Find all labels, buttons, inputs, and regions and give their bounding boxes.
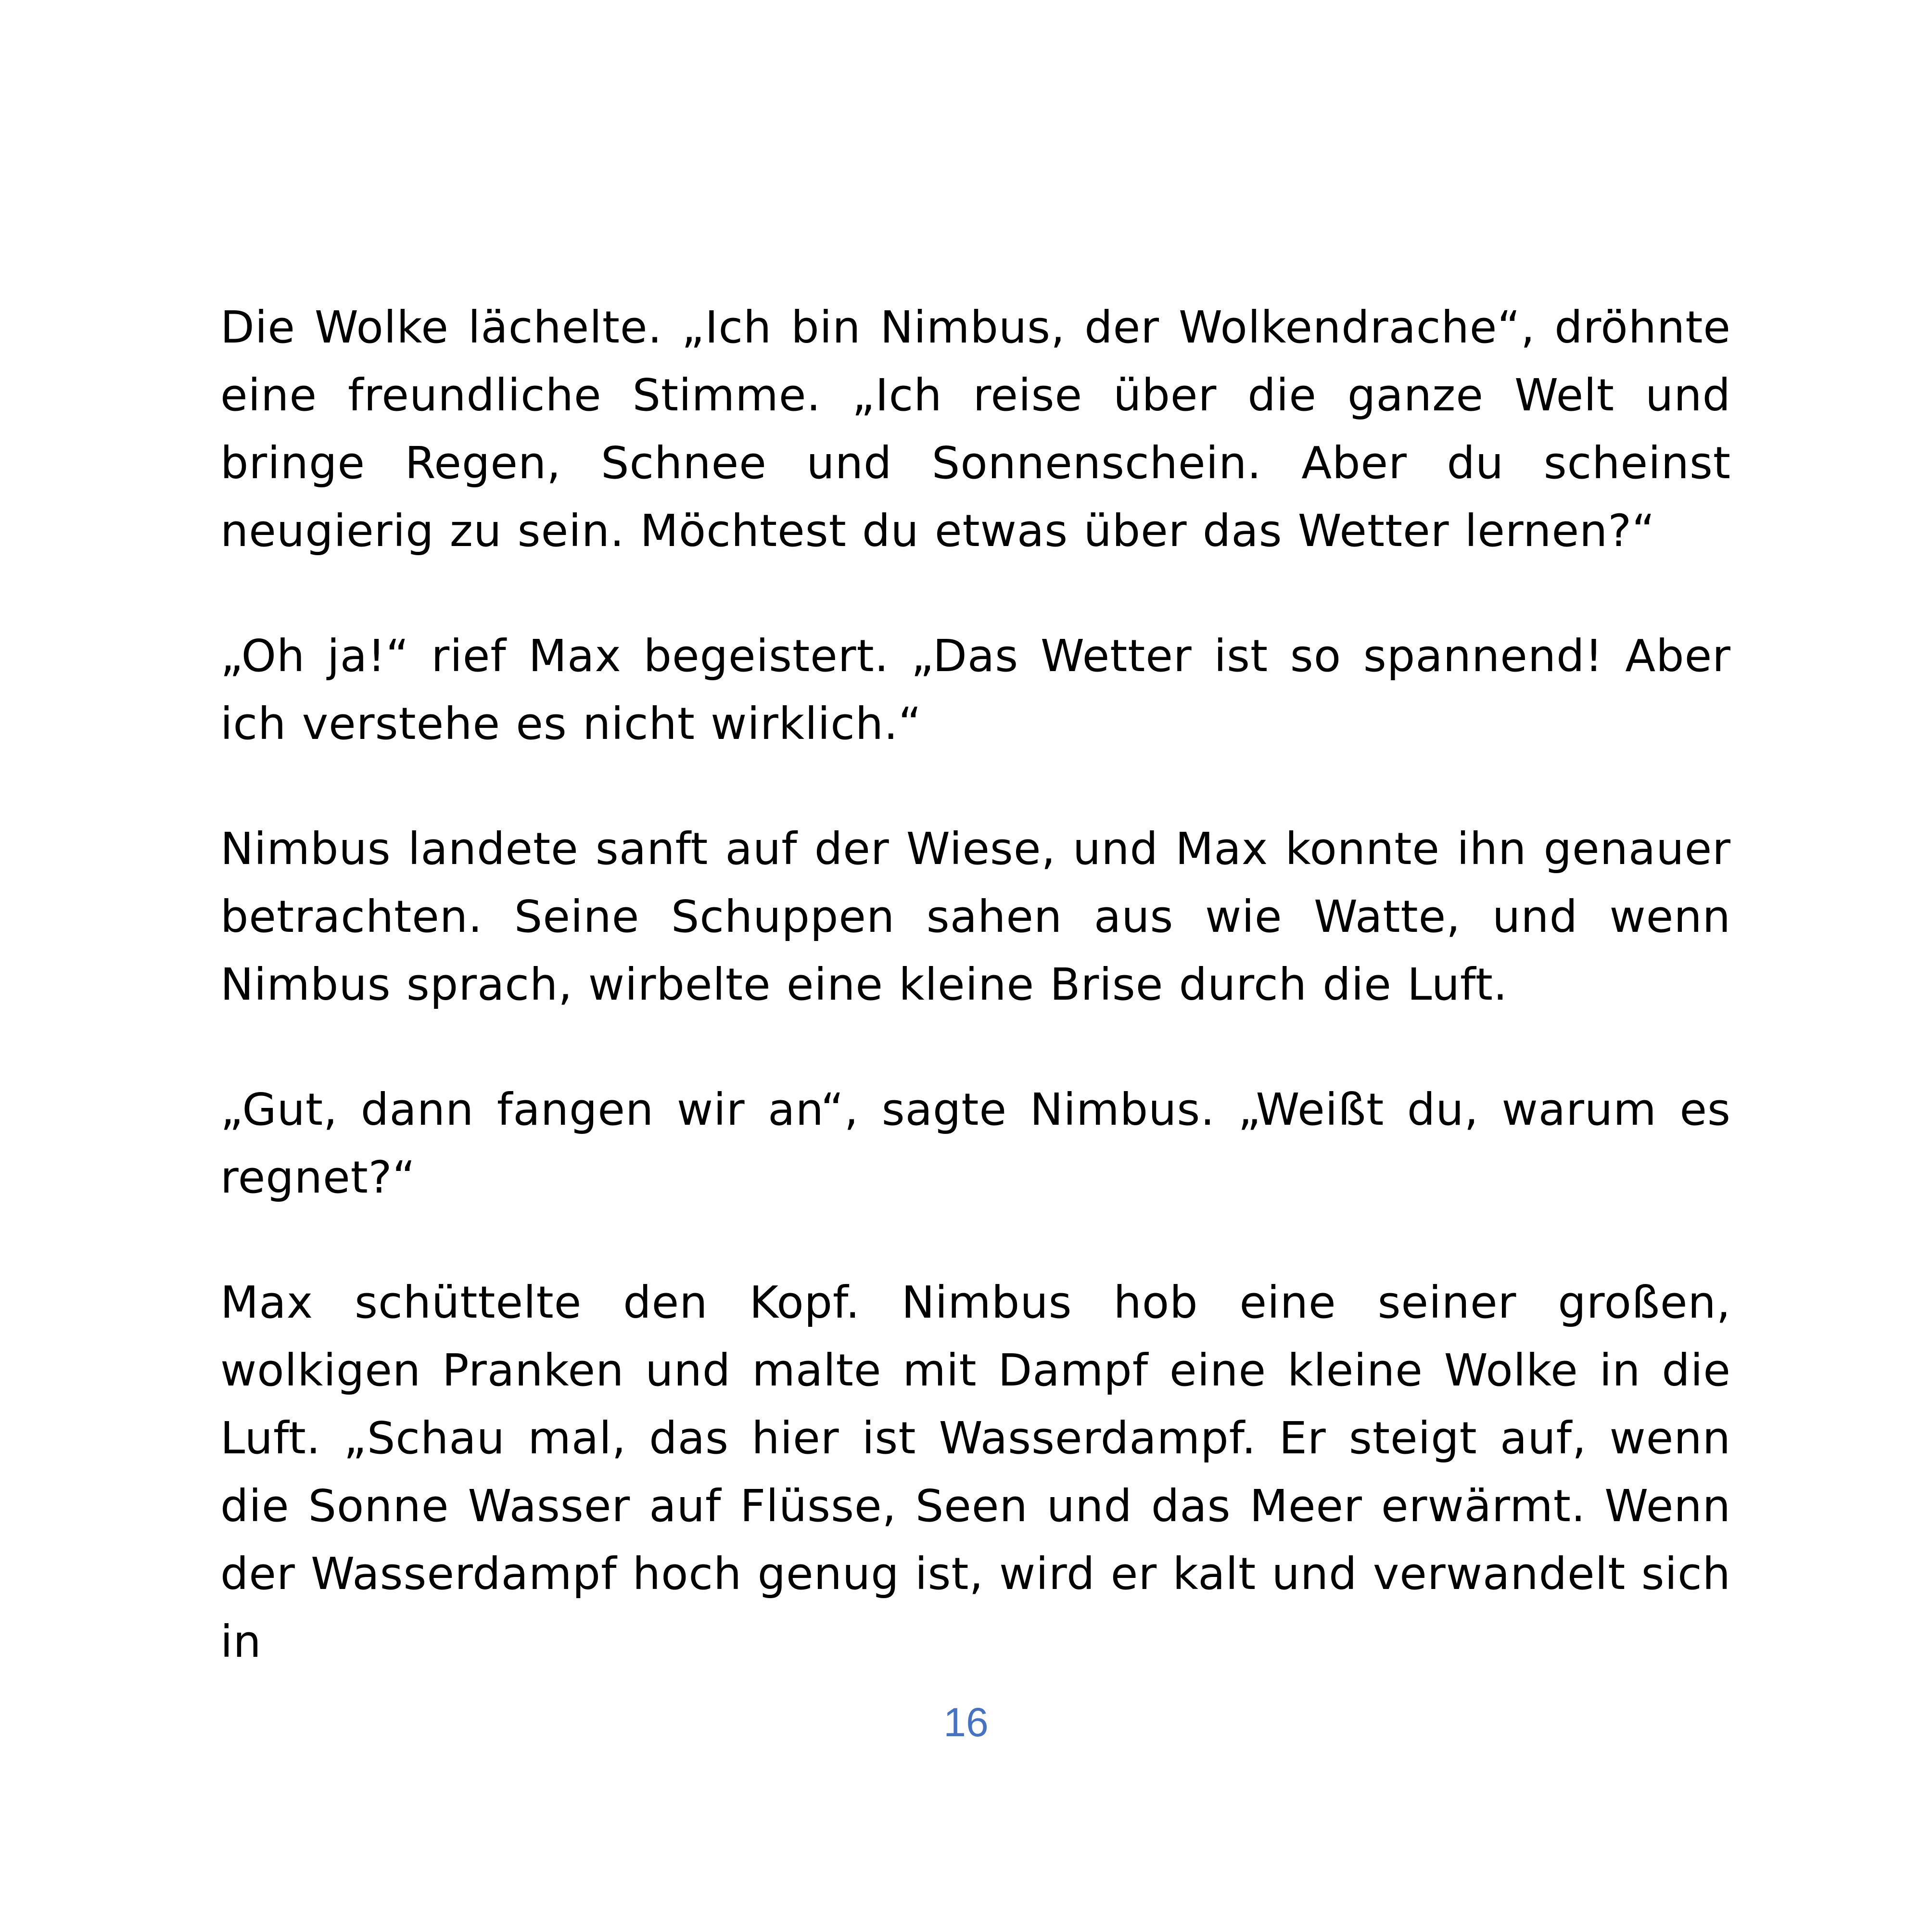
body-text xyxy=(220,293,1731,1676)
paragraph-3: Nimbus landete sanft auf der Wiese, und Max konnte ihn genauer betrachten. Seine Schuppen sahen aus wie Watte, und wenn Nimbus sprach, wirbelte eine kleine Brise durch die Luft. xyxy=(220,823,1731,1010)
paragraph-5: Max schüttelte den Kopf. Nimbus hob eine seiner großen, wolkigen Pranken und malte mit Dampf eine kleine Wolke in die Luft. „Schau mal, das hier ist Wasserdampf. Er steigt auf, wenn die Sonne Wasser auf Flüsse, Seen und das Meer erwärmt. Wenn der Wasserdampf hoch genug ist, wird er kalt und verwandelt sich in xyxy=(220,1277,1731,1667)
paragraph-1: Die Wolke lächelte. „Ich bin Nimbus, der Wolkendrache“, dröhnte eine freundliche Stimme. „Ich reise über die ganze Welt und bringe Regen, Schnee und Sonnenschein. Aber du scheinst neugierig zu sein. Möchtest du etwas über das Wetter lernen?“ xyxy=(220,302,1731,557)
paragraph-4: „Gut, dann fangen wir an“, sagte Nimbus. „Weißt du, warum es regnet?“ xyxy=(220,1084,1731,1203)
page-number: 16 xyxy=(943,1700,989,1745)
paragraph-2: „Oh ja!“ rief Max begeistert. „Das Wetter ist so spannend! Aber ich verstehe es nicht wirklich.“ xyxy=(220,630,1731,750)
